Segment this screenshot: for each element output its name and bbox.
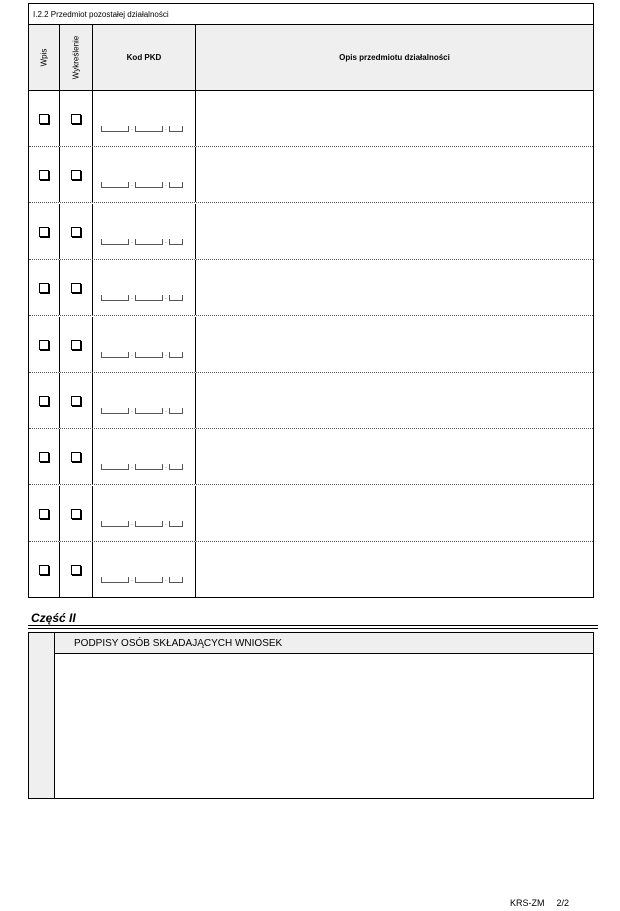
opis-cell[interactable] bbox=[196, 204, 593, 259]
pkd-digit-box[interactable] bbox=[169, 239, 183, 245]
opis-cell[interactable] bbox=[196, 147, 593, 202]
kod-pkd-cell bbox=[93, 373, 196, 428]
pkd-digit-box[interactable] bbox=[169, 577, 183, 583]
opis-cell[interactable] bbox=[196, 542, 593, 598]
wpis-checkbox[interactable] bbox=[39, 340, 49, 350]
pkd-digit-box[interactable] bbox=[135, 577, 163, 583]
kod-pkd-field[interactable] bbox=[101, 238, 183, 245]
page-footer bbox=[510, 898, 581, 908]
pkd-digit-box[interactable] bbox=[135, 239, 163, 245]
pkd-digit-box[interactable] bbox=[101, 464, 129, 470]
table-row bbox=[29, 147, 593, 203]
pkd-digit-box[interactable] bbox=[135, 182, 163, 188]
wpis-cell bbox=[29, 147, 60, 202]
kod-pkd-cell bbox=[93, 486, 196, 541]
table-row bbox=[29, 317, 593, 373]
kod-pkd-cell bbox=[93, 204, 196, 259]
wykreslenie-checkbox[interactable] bbox=[71, 396, 81, 406]
header-kod-pkd bbox=[93, 25, 196, 91]
pkd-digit-box[interactable] bbox=[101, 182, 129, 188]
form-code: KRS-ZM bbox=[510, 898, 545, 908]
pkd-digit-box[interactable] bbox=[135, 408, 163, 414]
pkd-digit-box[interactable] bbox=[169, 126, 183, 132]
pkd-digit-box[interactable] bbox=[135, 464, 163, 470]
wpis-cell bbox=[29, 486, 60, 541]
wpis-checkbox[interactable] bbox=[39, 565, 49, 575]
pkd-separator: . bbox=[131, 576, 133, 584]
pkd-digit-box[interactable] bbox=[101, 126, 129, 132]
header-wykreslenie bbox=[60, 25, 93, 91]
pkd-separator: . bbox=[131, 294, 133, 302]
wpis-checkbox[interactable] bbox=[39, 396, 49, 406]
pkd-digit-box[interactable] bbox=[169, 352, 183, 358]
kod-pkd-field[interactable] bbox=[101, 125, 183, 132]
wpis-checkbox[interactable] bbox=[39, 452, 49, 462]
kod-pkd-cell bbox=[93, 542, 196, 598]
wykreslenie-checkbox[interactable] bbox=[71, 509, 81, 519]
pkd-separator: . bbox=[165, 519, 167, 527]
signatures-box bbox=[28, 632, 594, 799]
pkd-separator: . bbox=[131, 125, 133, 132]
header-wpis-label: Wpis bbox=[39, 48, 49, 67]
signatures-header: PODPISY OSÓB SKŁADAJĄCYCH WNIOSEK bbox=[55, 633, 593, 654]
wykreslenie-cell bbox=[60, 260, 93, 315]
wykreslenie-checkbox[interactable] bbox=[71, 452, 81, 462]
kod-pkd-cell bbox=[93, 317, 196, 372]
pkd-digit-box[interactable] bbox=[101, 521, 129, 527]
opis-cell[interactable] bbox=[196, 91, 593, 146]
table-row bbox=[29, 373, 593, 429]
pkd-digit-box[interactable] bbox=[135, 126, 163, 132]
pkd-digit-box[interactable] bbox=[101, 239, 129, 245]
pkd-separator: . bbox=[165, 125, 167, 132]
pkd-digit-box[interactable] bbox=[101, 295, 129, 301]
pkd-separator: . bbox=[165, 294, 167, 302]
pkd-digit-box[interactable] bbox=[135, 521, 163, 527]
table-row bbox=[29, 260, 593, 316]
kod-pkd-cell bbox=[93, 260, 196, 315]
wpis-cell bbox=[29, 204, 60, 259]
wykreslenie-cell bbox=[60, 429, 93, 484]
pkd-digit-box[interactable] bbox=[169, 182, 183, 188]
pkd-digit-box[interactable] bbox=[135, 295, 163, 301]
pkd-separator: . bbox=[165, 407, 167, 414]
pkd-digit-box[interactable] bbox=[101, 408, 129, 414]
kod-pkd-cell bbox=[93, 147, 196, 202]
activity-table bbox=[28, 3, 594, 598]
pkd-separator: . bbox=[131, 181, 133, 189]
pkd-separator: . bbox=[165, 576, 167, 584]
part-divider bbox=[28, 625, 598, 629]
wpis-checkbox[interactable] bbox=[39, 227, 49, 237]
header-opis bbox=[196, 25, 593, 91]
wykreslenie-checkbox[interactable] bbox=[71, 170, 81, 180]
kod-pkd-field[interactable] bbox=[101, 294, 183, 301]
wpis-cell bbox=[29, 373, 60, 428]
kod-pkd-field[interactable] bbox=[101, 520, 183, 527]
wykreslenie-cell bbox=[60, 147, 93, 202]
wykreslenie-checkbox[interactable] bbox=[71, 227, 81, 237]
signatures-area[interactable] bbox=[55, 654, 593, 798]
pkd-separator: . bbox=[165, 181, 167, 189]
pkd-separator: . bbox=[131, 463, 133, 471]
wpis-cell bbox=[29, 429, 60, 484]
table-row bbox=[29, 429, 593, 485]
header-wykreslenie-label: Wykreślenie bbox=[71, 35, 81, 80]
table-row bbox=[29, 91, 593, 147]
opis-cell[interactable] bbox=[196, 317, 593, 372]
table-row bbox=[29, 486, 593, 542]
pkd-digit-box[interactable] bbox=[169, 408, 183, 414]
opis-cell[interactable] bbox=[196, 429, 593, 484]
wykreslenie-cell bbox=[60, 204, 93, 259]
wpis-cell bbox=[29, 317, 60, 372]
part-title: Część II bbox=[31, 611, 76, 625]
pkd-separator: . bbox=[165, 237, 167, 245]
page-number: 2/2 bbox=[556, 898, 570, 908]
pkd-digit-box[interactable] bbox=[169, 464, 183, 470]
pkd-separator: . bbox=[131, 519, 133, 527]
opis-cell[interactable] bbox=[196, 260, 593, 315]
kod-pkd-cell bbox=[93, 91, 196, 146]
wpis-cell bbox=[29, 542, 60, 598]
wykreslenie-checkbox[interactable] bbox=[71, 114, 81, 124]
wykreslenie-cell bbox=[60, 542, 93, 598]
kod-pkd-field[interactable] bbox=[101, 576, 183, 583]
pkd-separator: . bbox=[131, 350, 133, 358]
opis-cell[interactable] bbox=[196, 486, 593, 541]
wpis-cell bbox=[29, 91, 60, 146]
pkd-separator: . bbox=[165, 463, 167, 471]
pkd-digit-box[interactable] bbox=[101, 352, 129, 358]
header-kod-pkd-label: Kod PKD bbox=[126, 53, 162, 62]
section-title: I.2.2 Przedmiot pozostałej działalności bbox=[29, 4, 593, 25]
wykreslenie-checkbox[interactable] bbox=[71, 565, 81, 575]
kod-pkd-field[interactable] bbox=[101, 407, 183, 414]
wykreslenie-cell bbox=[60, 91, 93, 146]
wpis-checkbox[interactable] bbox=[39, 170, 49, 180]
header-wpis bbox=[29, 25, 60, 91]
wpis-checkbox[interactable] bbox=[39, 114, 49, 124]
pkd-digit-box[interactable] bbox=[101, 577, 129, 583]
signatures-margin bbox=[29, 633, 55, 798]
pkd-digit-box[interactable] bbox=[169, 295, 183, 301]
opis-cell[interactable] bbox=[196, 373, 593, 428]
wykreslenie-checkbox[interactable] bbox=[71, 340, 81, 350]
wykreslenie-cell bbox=[60, 486, 93, 541]
wpis-cell bbox=[29, 260, 60, 315]
wykreslenie-cell bbox=[60, 317, 93, 372]
pkd-digit-box[interactable] bbox=[135, 352, 163, 358]
wykreslenie-cell bbox=[60, 373, 93, 428]
wykreslenie-checkbox[interactable] bbox=[71, 283, 81, 293]
kod-pkd-cell bbox=[93, 429, 196, 484]
pkd-digit-box[interactable] bbox=[169, 521, 183, 527]
header-opis-label: Opis przedmiotu działalności bbox=[339, 53, 450, 62]
kod-pkd-field[interactable] bbox=[101, 181, 183, 188]
table-row bbox=[29, 542, 593, 598]
pkd-separator: . bbox=[131, 237, 133, 245]
kod-pkd-field[interactable] bbox=[101, 351, 183, 358]
pkd-separator: . bbox=[131, 407, 133, 414]
pkd-separator: . bbox=[165, 350, 167, 358]
kod-pkd-field[interactable] bbox=[101, 463, 183, 470]
wpis-checkbox[interactable] bbox=[39, 283, 49, 293]
wpis-checkbox[interactable] bbox=[39, 509, 49, 519]
table-row bbox=[29, 204, 593, 260]
